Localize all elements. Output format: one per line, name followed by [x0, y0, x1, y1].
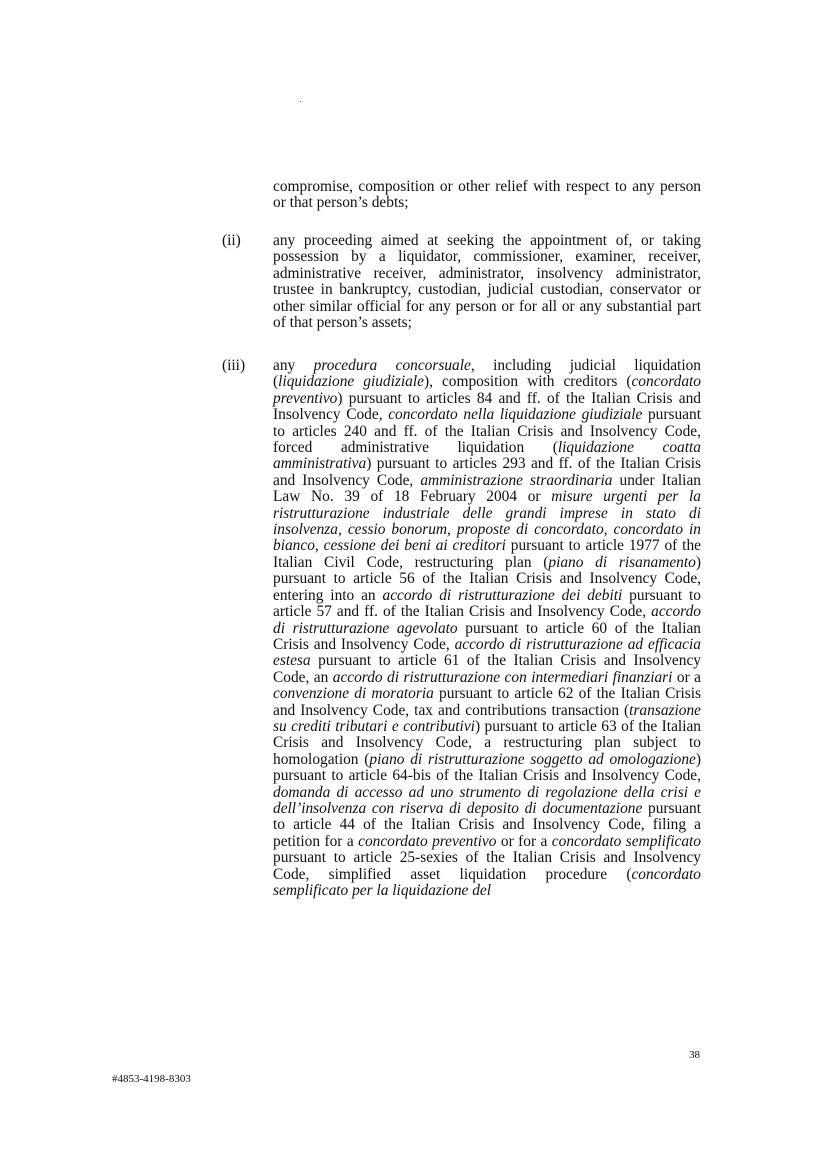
text-run: or a [672, 668, 701, 686]
italic-term: concordato preventivo [273, 373, 701, 407]
italic-term: misure urgenti per la ristrutturazione industriale delle grandi imprese in stato di insolvenza, cessio bonorum, proposte di concordato, concordato in bianco, cessione dei beni ai creditori [273, 488, 701, 555]
italic-term: accordo di ristrutturazione agevolato [273, 603, 701, 637]
text-run: any [273, 357, 314, 374]
text-run: ) pursuant to articles 84 and ff. of the Italian Crisis and Insolvency Code [273, 389, 701, 424]
text-run: pursuant to article 61 of the Italian Crisis and Insolvency Code, an [273, 652, 701, 686]
text-run: pursuant to article 60 of the Italian Crisis and Insolvency Code, [273, 619, 701, 653]
text-run: under Italian Law No. 39 of 18 February 2004 or [273, 471, 701, 506]
text-run: pursuant to article 62 of the Italian Crisis and Insolvency Code, tax and contributions transaction ( [273, 685, 701, 719]
italic-term: concordato semplificato per la liquidazione del [273, 865, 701, 899]
italic-term: piano di ristrutturazione soggetto ad omologazione [369, 750, 696, 768]
text-run: ) pursuant to article 63 of the Italian Crisis and Insolvency Code, a restructuring plan subject to homologation ( [273, 717, 701, 768]
text-run: ) pursuant to article 56 of the Italian Crisis and Insolvency Code, entering into an [273, 553, 701, 604]
italic-term: concordato semplificato [551, 832, 701, 850]
italic-term: liquidazione giudiziale [278, 373, 424, 391]
text-run: pursuant to article 1977 of the Italian Civil Code, restructuring plan ( [273, 537, 701, 571]
text-run: ) pursuant to articles 293 and ff. of the Italian Crisis and Insolvency Code [273, 455, 701, 489]
text-run: or for a [496, 832, 552, 850]
document-reference: #4853-4198-8303 [112, 1073, 191, 1085]
text-run: pursuant to article 57 and ff. of the Italian Crisis and Insolvency Code, [273, 586, 702, 621]
text-run: pursuant to article 25-sexies of the Italian Crisis and Insolvency Code, simplified asset liquidation procedure ( [273, 849, 701, 883]
italic-term: accordo di ristrutturazione ad efficacia estesa [273, 635, 701, 670]
list-item-ii [222, 233, 701, 331]
list-item-iii [222, 358, 701, 899]
italic-term: accordo di ristrutturazione dei debiti [382, 586, 623, 604]
italic-term: accordo di ristrutturazione con intermediari finanziari [332, 668, 673, 686]
italic-term: domanda di accesso ad uno strumento di regolazione della crisi e dell’insolvenza con riserva di deposito di documentazione [273, 783, 701, 817]
italic-term: transazione su crediti tributari e contributivi [273, 701, 701, 735]
list-item-body [273, 358, 701, 899]
text-run: ), composition with creditors ( [423, 373, 632, 391]
text-run: pursuant to articles 240 and ff. of the Italian Crisis and Insolvency Code, forced administrative liquidation ( [273, 406, 701, 457]
page-number: 38 [689, 1049, 700, 1061]
list-item-number: (iii) [222, 357, 246, 374]
list-item-body [273, 233, 701, 331]
text-run: pursuant to article 44 of the Italian Crisis and Insolvency Code, filing a petition for a [273, 799, 701, 850]
continuation-paragraph: compromise, composition or other relief with respect to any person or that person’s debts; [273, 178, 701, 212]
scan-speck [300, 101, 301, 102]
italic-term: convenzione di moratoria [273, 685, 434, 703]
text-run: , including judicial liquidation ( [273, 357, 701, 391]
italic-term: procedura concorsuale [313, 357, 471, 374]
italic-term: , amministrazione straordinaria [409, 471, 613, 489]
text-run: any proceeding aimed at seeking the appointment of, or taking possession by a liquidator, commissioner, examiner, receiver, administrative receiver, administrator, insolvency administrator, trustee in bankruptcy, custodian, judicial custodian, conservator or other similar official for any person or for all or any substantial part of that person’s assets; [273, 232, 701, 332]
text-run: ) pursuant to article 64-bis of the Italian Crisis and Insolvency Code, [273, 750, 701, 785]
italic-term: concordato preventivo [358, 832, 497, 850]
list-item-number: (ii) [222, 232, 241, 249]
italic-term: liquidazione coatta amministrativa [273, 439, 701, 473]
italic-term: , concordato nella liquidazione giudiziale [378, 406, 643, 424]
italic-term: piano di risanamento [548, 553, 696, 571]
